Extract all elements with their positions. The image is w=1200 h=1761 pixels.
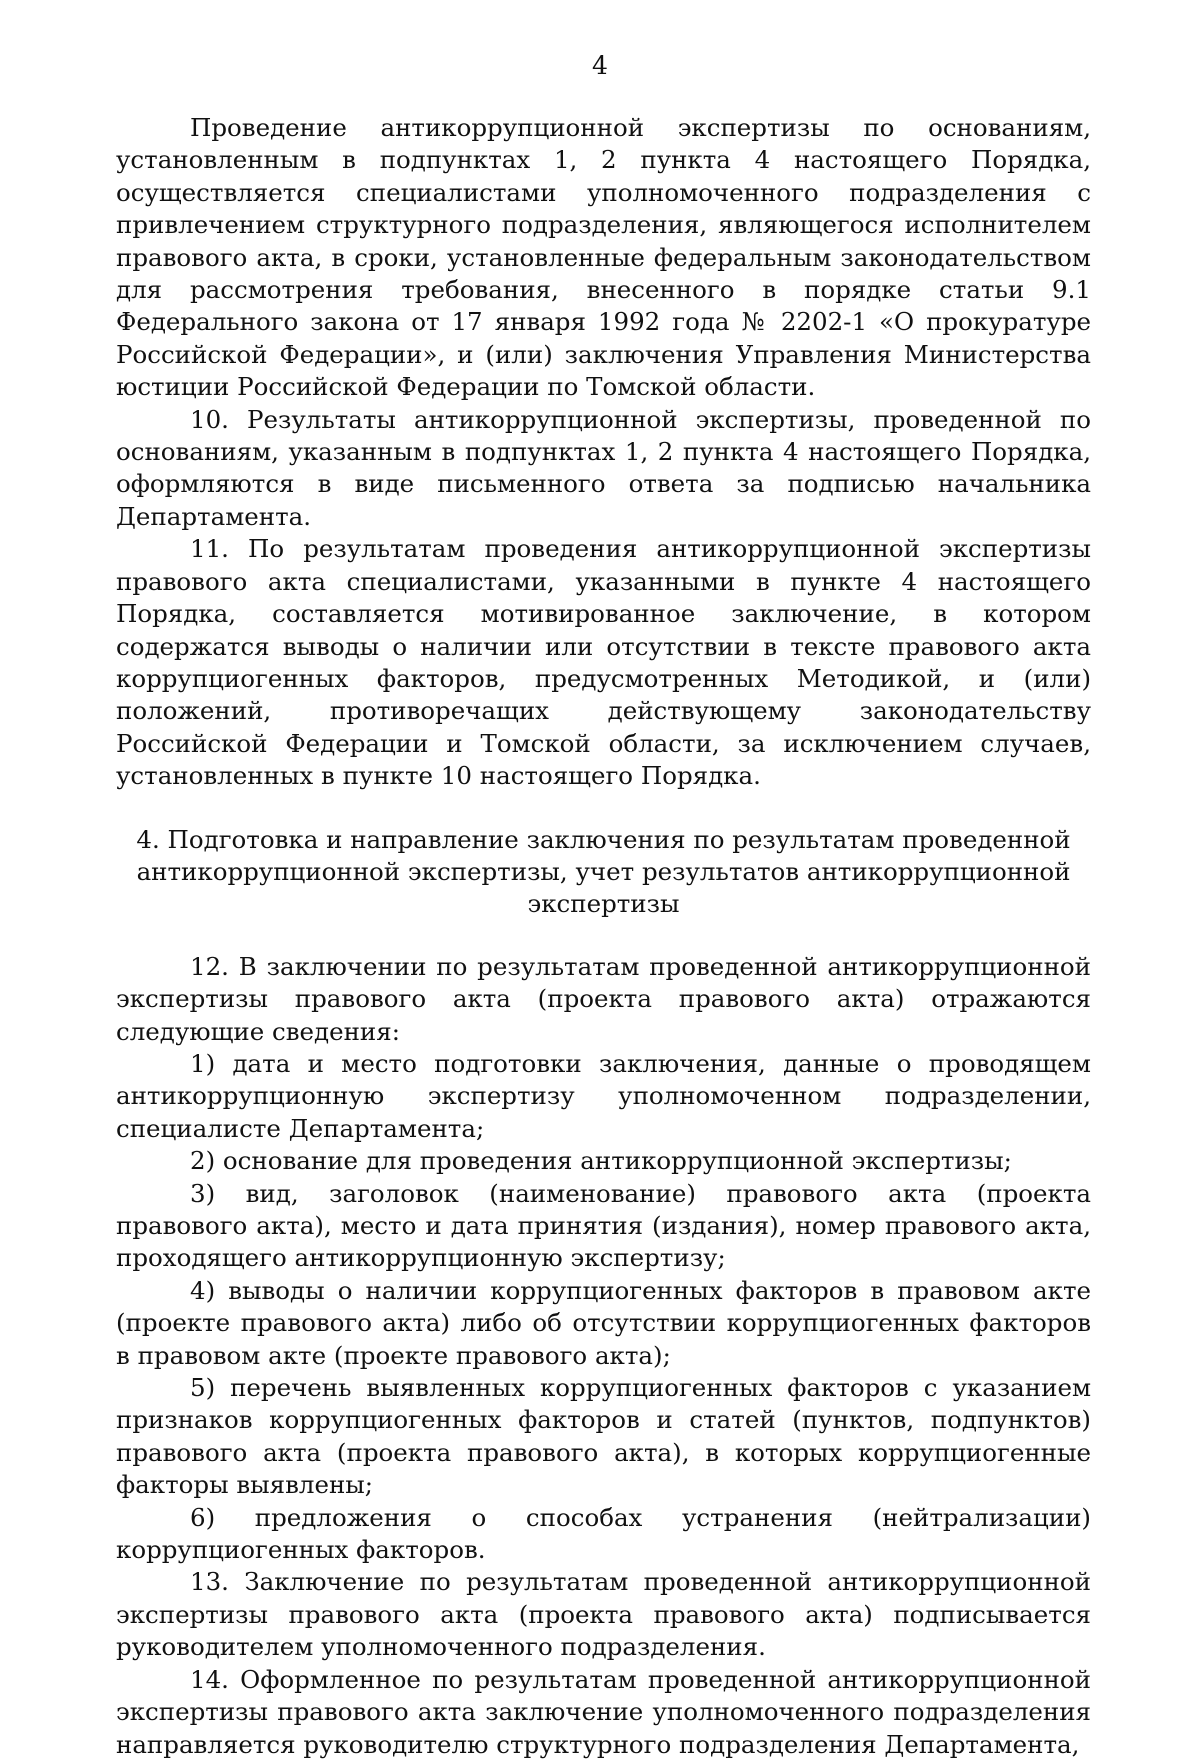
list-item-3: 3) вид, заголовок (наименование) правового акта (проекта правового акта), место и дата принятия (издания), номер правового акта, проходящего антикоррупционную экспертизу;: [116, 1178, 1091, 1273]
list-item-2: 2) основание для проведения антикоррупционной экспертизы;: [190, 1146, 1012, 1176]
list-item-4: 4) выводы о наличии коррупциогенных факторов в правовом акте (проекте правового акта) либо об отсутствии коррупциогенных факторов в правовом акте (проекте правового акта);: [116, 1275, 1091, 1370]
list-item-6: 6) предложения о способах устранения (нейтрализации) коррупциогенных факторов.: [116, 1502, 1091, 1565]
paragraph-11: 11. По результатам проведения антикоррупционной экспертизы правового акта специалистами, указанными в пункте 4 настоящего Порядка, составляется мотивированное заключение, в котором содержатся выводы о наличии или отсутствии в тексте правового акта коррупциогенных факторов, предусмотренных Методикой, и (или) положений, противоречащих действующему законодательству Российской Федерации и Томской области, за исключением случаев, установленных в пункте 10 настоящего Порядка.: [116, 534, 1091, 791]
section-heading-line-2: антикоррупционной экспертизы, учет результатов антикоррупционной экспертизы: [136, 856, 1071, 919]
list-item-1: 1) дата и место подготовки заключения, данные о проводящем антикоррупционную экспертизу уполномоченном подразделении, специалисте Департамента;: [116, 1048, 1091, 1143]
page-number: 4: [592, 51, 608, 80]
paragraph-12: 12. В заключении по результатам проведенной антикоррупционной экспертизы правового акта (проекта правового акта) отражаются следующие сведения:: [116, 951, 1091, 1046]
section-heading-line-1: 4. Подготовка и направление заключения по результатам проведенной: [136, 824, 1071, 854]
paragraph-14: 14. Оформленное по результатам проведенной антикоррупционной экспертизы правового акта заключение уполномоченного подразделения направляется руководителю структурного подразделения Департамента,: [116, 1664, 1091, 1759]
paragraph-13: 13. Заключение по результатам проведенной антикоррупционной экспертизы правового акта (проекта правового акта) подписывается руководителем уполномоченного подразделения.: [116, 1567, 1091, 1662]
paragraph-9-continuation: Проведение антикоррупционной экспертизы по основаниям, установленным в подпунктах 1, 2 пункта 4 настоящего Порядка, осуществляется специалистами уполномоченного подразделения с привлечением структурного подразделения, являющегося исполнителем правового акта, в сроки, установленные федеральным законодательством для рассмотрения требования, внесенного в порядке статьи 9.1 Федерального закона от 17 января 1992 года № 2202-1 «О прокуратуре Российской Федерации», и (или) заключения Управления Министерства юстиции Российской Федерации по Томской области.: [116, 113, 1091, 402]
section-heading: [116, 824, 1091, 921]
paragraph-10: 10. Результаты антикоррупционной экспертизы, проведенной по основаниям, указанным в подпунктах 1, 2 пункта 4 настоящего Порядка, оформляются в виде письменного ответа за подписью начальника Департамента.: [116, 404, 1091, 531]
list-item-5: 5) перечень выявленных коррупциогенных факторов с указанием признаков коррупциогенных факторов и статей (пунктов, подпунктов) правового акта (проекта правового акта), в которых коррупциогенные факторы выявлены;: [116, 1373, 1091, 1500]
document-body: [116, 112, 1091, 1761]
